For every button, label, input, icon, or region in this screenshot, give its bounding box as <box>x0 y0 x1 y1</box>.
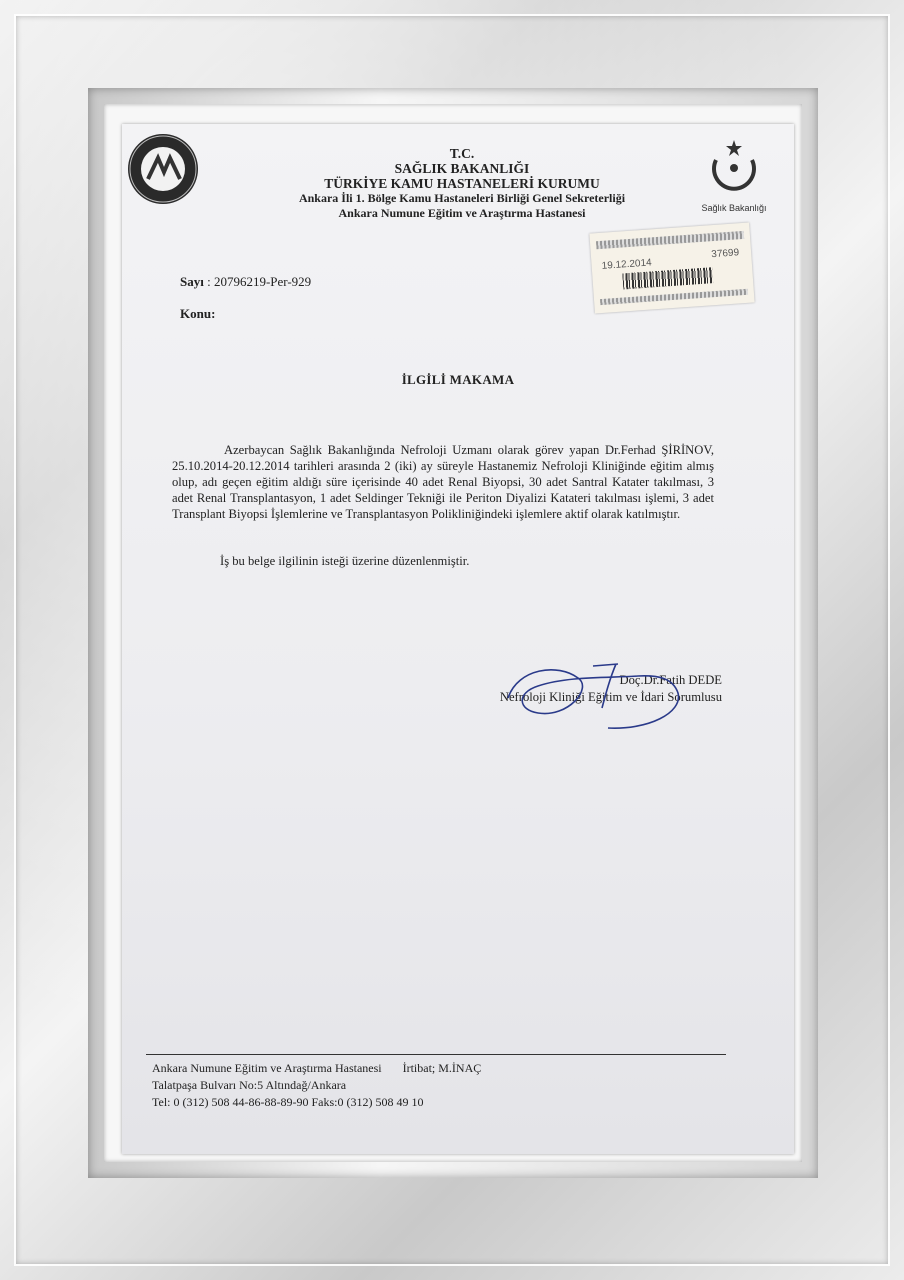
signatory-role: Nefroloji Kliniği Eğitim ve İdari Sorumlusu <box>499 690 722 704</box>
ministry-logo-label: Sağlık Bakanlığı <box>701 203 767 213</box>
footer-line-1 <box>152 1060 481 1077</box>
header-tc: T.C. <box>449 146 475 161</box>
body-paragraph: Azerbaycan Sağlık Bakanlığında Nefroloji Uzmanı olarak görev yapan Dr.Ferhad ŞİRİNOV, 25.10.2014-20.12.2014 tarihleri arasında 2 (iki) ay süreyle Hastanemiz Nefroloji Kliniğinde eğitim almış olup, adı geçen eğitim aldığı süre içerisinde 40 adet Renal Biyopsi, 30 adet Santral Katater takılması, 3 adet Renal Transplantasyon, 1 adet Seldinger Tekniği ile Periton Diyalizi Katateri takılması işlemi, 3 adet Transplant Biyopsi İşlemlerine ve Transplantasyon Polikliniğindeki işlemlere aktif olarak katılmıştır. <box>172 443 714 521</box>
hospital-logo-icon <box>128 134 198 204</box>
certificate-document <box>122 124 794 1154</box>
barcode-icon <box>622 267 713 289</box>
header-hospital: Ankara Numune Eğitim ve Araştırma Hastanesi <box>338 206 586 220</box>
stamp-number: 37699 <box>710 247 740 261</box>
stamp-date: 19.12.2014 <box>601 257 653 272</box>
konu-row <box>180 306 215 322</box>
sayi-label: Sayı <box>180 274 204 289</box>
sayi-row <box>180 274 311 290</box>
sayi-value: : 20796219-Per-929 <box>207 274 312 289</box>
header-institution: TÜRKİYE KAMU HASTANELERİ KURUMU <box>324 176 600 191</box>
handwritten-signature-icon <box>498 658 708 738</box>
footer-divider <box>146 1054 726 1055</box>
footer-phone: Tel: 0 (312) 508 44-86-88-89-90 Faks:0 (312) 508 49 10 <box>152 1095 424 1109</box>
footer-hospital: Ankara Numune Eğitim ve Araştırma Hastanesi <box>152 1061 382 1075</box>
konu-label: Konu: <box>180 306 216 321</box>
ministry-logo-icon <box>694 138 774 218</box>
stamp-header-bar <box>596 231 744 249</box>
footer-contact: İrtibat; M.İNAÇ <box>402 1061 482 1075</box>
registry-stamp <box>589 223 754 314</box>
header-secretariat: Ankara İli 1. Bölge Kamu Hastaneleri Birliği Genel Sekreterliği <box>298 191 626 205</box>
document-title: İLGİLİ MAKAMA <box>401 372 515 387</box>
footer-address: Talatpaşa Bulvarı No:5 Altındağ/Ankara <box>152 1078 347 1092</box>
document-footer <box>152 1060 481 1111</box>
document-header <box>232 146 692 221</box>
closing-sentence: İş bu belge ilgilinin isteği üzerine düzenlenmiştir. <box>220 554 470 568</box>
stamp-footer-bar <box>600 289 748 305</box>
signatory-name: Doç.Dr.Fatih DEDE <box>619 673 722 687</box>
header-ministry: SAĞLIK BAKANLIĞI <box>394 161 530 176</box>
